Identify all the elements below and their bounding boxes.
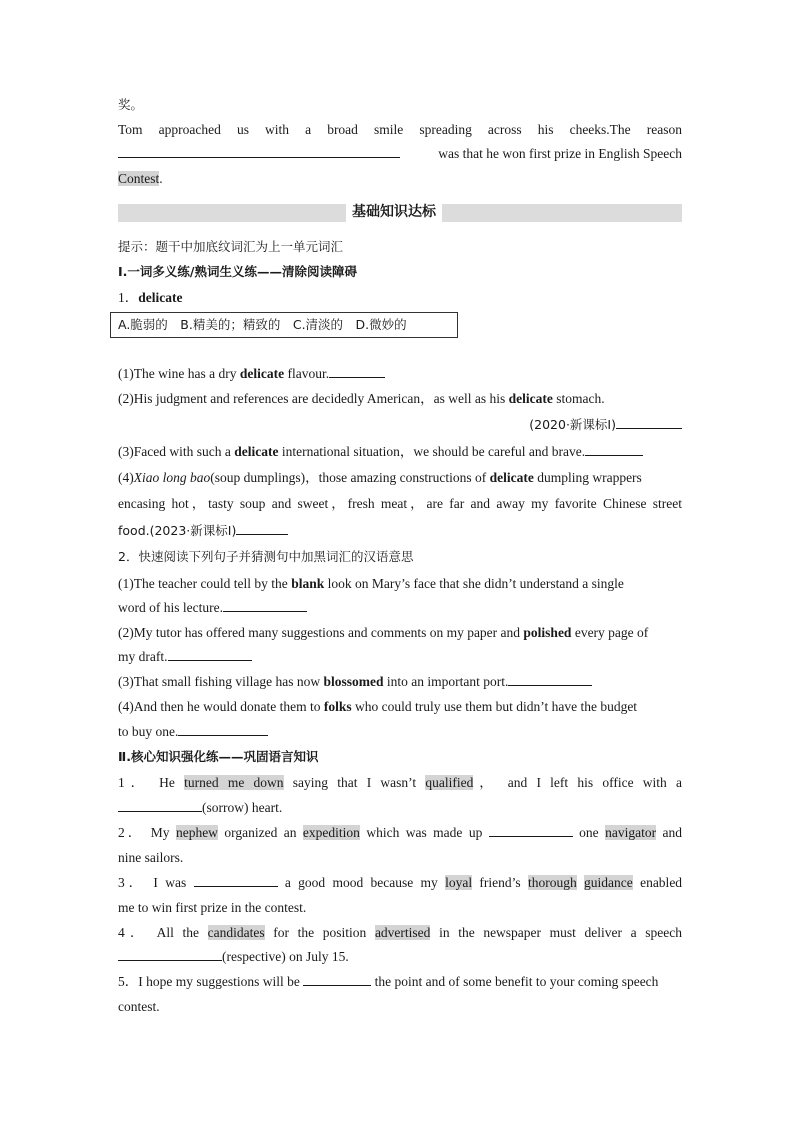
- shaded-word: advertised: [374, 925, 431, 940]
- q2-item-2: (2)My tutor has offered many suggestions and comments on my paper and polished every page of: [118, 625, 649, 640]
- s2-item-5: 5．I hope my suggestions will be the point and of some benefit to your coming speech: [118, 974, 659, 989]
- shaded-word: qualified: [425, 775, 474, 790]
- q2-item-1-line-2: word of his lecture.: [118, 599, 682, 617]
- shaded-word: expedition: [302, 825, 360, 840]
- shaded-word: candidates: [207, 925, 265, 940]
- section-2-title: Ⅱ.核心知识强化练——巩固语言知识: [118, 749, 319, 764]
- answer-blank[interactable]: [489, 824, 573, 837]
- shaded-word: loyal: [445, 875, 473, 890]
- s2-item-3-line-2: me to win first prize in the contest.: [118, 900, 307, 915]
- q2-item-2-line-2: my draft.: [118, 648, 682, 666]
- q1-heading: 1．delicate: [118, 290, 183, 305]
- answer-blank[interactable]: [329, 365, 385, 378]
- intro-tail: 奖。: [118, 97, 144, 112]
- answer-blank[interactable]: [168, 648, 252, 661]
- answer-blank[interactable]: [194, 874, 278, 887]
- q2-title: 2．快速阅读下列句子并猜测句中加黑词汇的汉语意思: [118, 549, 414, 564]
- q1-options-box: A.脆弱的 B.精美的；精致的 C.清淡的 D.微妙的: [110, 312, 458, 338]
- intro-sentence-3: Contest.: [118, 171, 163, 186]
- section-banner-title: 基础知识达标: [346, 201, 442, 223]
- section-1-title: Ⅰ.一词多义练/熟词生义练——清除阅读障碍: [118, 264, 357, 279]
- s2-item-1: 1． He turned me down saying that I wasn’t qualified， and I left his office with a: [118, 775, 683, 790]
- shaded-word: guidance: [584, 875, 633, 890]
- intro-sentence-2: [118, 145, 682, 163]
- shaded-word: Contest: [118, 171, 160, 186]
- s2-item-5-line-2: contest.: [118, 999, 160, 1014]
- answer-blank[interactable]: [118, 799, 202, 812]
- shaded-word: navigator: [605, 825, 657, 840]
- s2-item-2-line-2: nine sailors.: [118, 850, 184, 865]
- shaded-word: thorough: [527, 875, 577, 890]
- answer-blank[interactable]: [508, 673, 592, 686]
- answer-blank[interactable]: [236, 522, 288, 535]
- answer-blank[interactable]: [616, 416, 682, 429]
- answer-blank[interactable]: [223, 599, 307, 612]
- answer-blank[interactable]: [118, 145, 400, 158]
- s2-item-4-line-2: (respective) on July 15.: [118, 948, 682, 966]
- shaded-word: turned me down: [184, 775, 284, 790]
- q1-word: delicate: [138, 290, 183, 305]
- intro-sentence-2-text: was that he won first prize in English Speech: [438, 146, 682, 161]
- q1-item-1: (1)The wine has a dry delicate flavour.: [118, 365, 682, 383]
- q1-item-2: (2)His judgment and references are decidedly American，as well as his delicate stomach.: [118, 391, 605, 406]
- answer-blank[interactable]: [118, 948, 222, 961]
- answer-blank[interactable]: [303, 973, 371, 986]
- q1-item-4-line-3: food.(2023·新课标Ⅰ): [118, 522, 682, 540]
- intro-sentence-1: Tom approached us with a broad smile spreading across his cheeks.The reason: [118, 122, 682, 137]
- tip-text: 提示：题干中加底纹词汇为上一单元词汇: [118, 239, 344, 254]
- q2-item-4: (4)And then he would donate them to folks who could truly use them but didn’t have the budget: [118, 699, 638, 714]
- q1-item-4: (4)Xiao long bao(soup dumplings)，those amazing constructions of delicate dumpling wrappers: [118, 470, 642, 485]
- q2-item-3: (3)That small fishing village has now blossomed into an important port.: [118, 673, 682, 691]
- q2-item-1: (1)The teacher could tell by the blank look on Mary’s face that she didn’t understand a single: [118, 576, 624, 591]
- s2-item-4: 4． All the candidates for the position advertised in the newspaper must deliver a speech: [118, 925, 683, 940]
- s2-item-2: 2． My nephew organized an expedition which was made up one navigator and: [118, 825, 682, 840]
- q1-item-4-line-2: encasing hot，tasty soup and sweet，fresh meat，are far and away my favorite Chinese street: [118, 496, 682, 511]
- q2-item-4-line-2: to buy one.: [118, 723, 682, 741]
- answer-blank[interactable]: [585, 443, 643, 456]
- s2-item-3: 3． I was a good mood because my loyal friend’s thorough guidance enabled: [118, 875, 683, 890]
- q1-item-3: (3)Faced with such a delicate international situation，we should be careful and brave.: [118, 443, 682, 461]
- answer-blank[interactable]: [178, 723, 268, 736]
- shaded-word: nephew: [175, 825, 218, 840]
- s2-item-1-line-2: (sorrow) heart.: [118, 799, 682, 817]
- q1-item-2-source: (2020·新课标Ⅰ): [118, 416, 682, 434]
